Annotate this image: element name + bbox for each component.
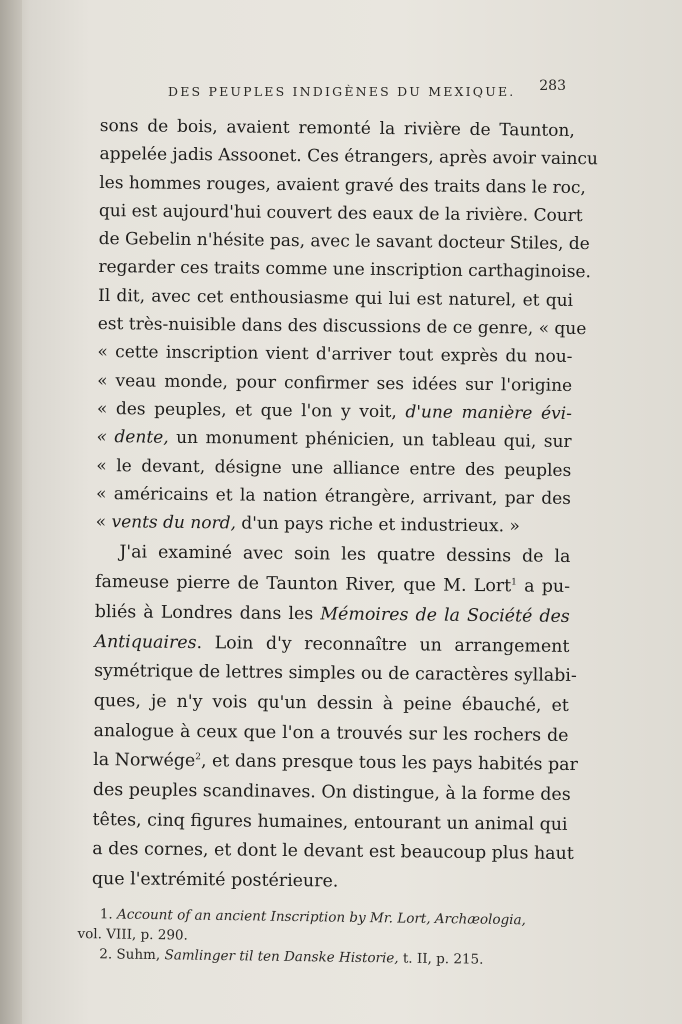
paragraph-2	[91, 538, 578, 899]
text-line: ques, je n'y vois qu'un dessin à peine ébauché, et	[93, 690, 569, 716]
text-line: qui est aujourd'hui couvert des eaux de la rivière. Court	[98, 200, 583, 226]
text-run: t. II, p. 215.	[398, 950, 484, 968]
text-run: . Loin d'y reconnaître un arrangement	[196, 632, 570, 657]
text-run: , et dans presque tous les pays habités par	[200, 751, 578, 776]
text-line	[95, 568, 570, 603]
text-line: est très-nuisible dans des discussions de ce genre, « que	[97, 314, 587, 340]
running-title: DES PEUPLES INDIGÈNES DU MEXIQUE.	[168, 84, 516, 99]
italic-phrase: Antiquaires	[94, 631, 197, 653]
text-run: la Norwége	[93, 750, 196, 772]
footnotes	[77, 904, 578, 971]
footnote-number: 1.	[99, 906, 118, 923]
text-line: de Gebelin n'hésite pas, avec le savant docteur Stiles, de	[98, 229, 590, 255]
text-run: a pu-	[516, 576, 571, 598]
italic-phrase: d'une manière évi-	[405, 402, 572, 424]
text-line: a des cornes, et dont le devant est beaucoup plus haut	[92, 839, 574, 865]
text-line: « américains et la nation étrangère, arrivant, par des	[95, 483, 572, 509]
text-line: appelée jadis Assoonet. Ces étrangers, après avoir vaincu	[99, 144, 599, 170]
text-run: un monument phénicien, un tableau qui, sur	[168, 428, 572, 453]
text-run: « des peuples, et que l'on y voit,	[96, 398, 406, 423]
text-run: fameuse pierre de Taunton River, que M. Lort	[94, 572, 512, 597]
text-run: d'un pays riche et industrieux. »	[235, 513, 520, 537]
text-line: J'ai examiné avec soin les quatre dessins de la	[119, 542, 571, 568]
footnote-1-continuation: vol. VIII, p. 290.	[77, 925, 188, 944]
text-line: symétrique de lettres simples ou de caractères syllabi-	[94, 661, 577, 687]
text-line	[96, 423, 571, 456]
footnote-ref: 2	[195, 752, 202, 763]
italic-phrase: « dente,	[96, 427, 169, 449]
text-line: Il dit, avec cet enthousiasme qui lui est naturel, et qui	[97, 285, 574, 311]
text-line	[95, 598, 570, 633]
footnote-title: Samlinger til ten Danske Historie,	[164, 947, 399, 967]
paragraph-1	[95, 112, 599, 541]
text-line: regarder ces traits comme une inscription carthaginoise.	[98, 257, 592, 283]
italic-phrase: vents du nord,	[111, 512, 237, 534]
page-number: 283	[539, 78, 566, 94]
text-line: « cette inscription vient d'arriver tout exprès du nou-	[97, 342, 573, 368]
italic-phrase: Mémoires de la Société des	[320, 604, 570, 627]
text-line: que l'extrémité postérieure.	[91, 868, 339, 892]
text-line	[96, 508, 571, 541]
footnote-ref: 1	[511, 577, 517, 588]
text-run: «	[95, 512, 112, 533]
text-line: des peuples scandinaves. On distingue, à la forme des	[92, 779, 571, 805]
page-gutter	[0, 0, 22, 1024]
footnote-title: Account of an ancient Inscription by Mr. Lort, Archæologia,	[116, 906, 526, 929]
text-line: les hommes rouges, avaient gravé des traits dans le roc,	[99, 172, 586, 198]
body-text	[91, 112, 599, 900]
text-line	[93, 746, 578, 781]
page-header	[168, 78, 568, 102]
text-line: têtes, cinq figures humaines, entourant un animal qui	[92, 809, 568, 835]
text-line: « veau monde, pour confirmer ses idées sur l'origine	[97, 370, 573, 396]
text-run: bliés à Londres dans les	[94, 601, 321, 625]
footnote-number: 2. Suhm,	[99, 946, 165, 964]
text-line: analogue à ceux que l'on a trouvés sur les rochers de	[93, 720, 569, 746]
text-line: sons de bois, avaient remonté la rivière de Taunton,	[99, 115, 575, 141]
text-line: « le devant, désigne une alliance entre des peuples	[96, 455, 572, 481]
